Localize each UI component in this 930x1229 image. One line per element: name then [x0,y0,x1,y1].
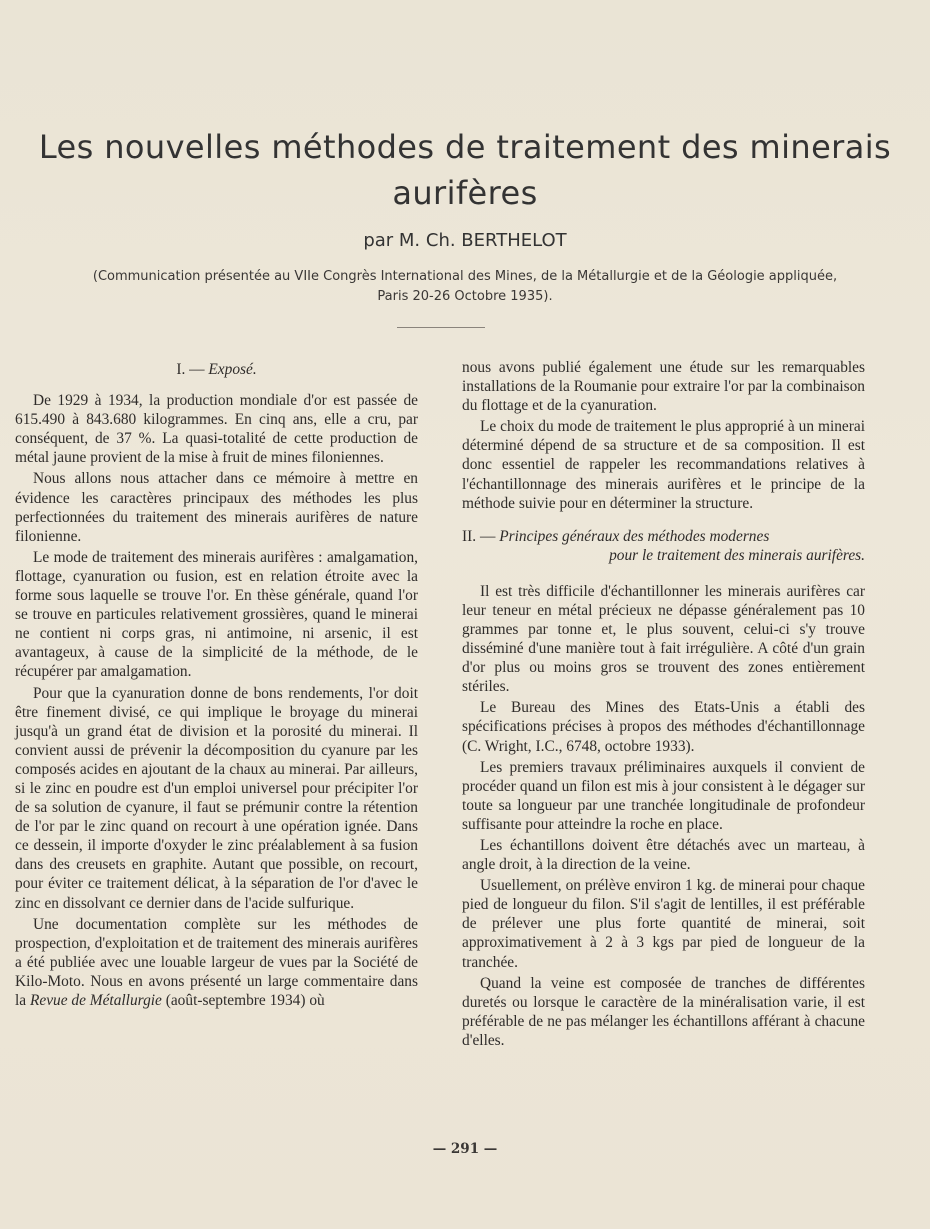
title-divider [397,327,485,328]
article-title [20,124,910,216]
left-column [15,358,418,1012]
journal-name: Revue de Métallurgie [29,992,162,1009]
section-title-line-1: Principes généraux des méthodes modernes [499,527,770,545]
paragraph-text: Une documentation complète sur les méthodes de prospection, d'exploitation et de traitement des minerais aurifères a été publiée avec une louable largeur de vues par la Société de Kilo-Moto. Nous en avons présenté un large commentaire dans la [15,915,418,1009]
page-number: — 291 — [432,1141,498,1157]
section-title: Exposé. [208,361,257,378]
paragraph: Le mode de traitement des minerais aurifères : amalgamation, flottage, cyanuration ou fusion, est en relation étroite avec la forme sous laquelle se trouve l'or. En thèse générale, quand l'or se trouve en particules relativement grossières, quand le minerai ne contient ni corps gras, ni antimoine, ni arsenic, il est avantageux, à cause de la simplicité de la méthode, de le récupérer par amalgamation. [15,548,418,681]
paragraph-text: (août-septembre 1934) où [161,992,325,1009]
section-heading-2 [462,527,865,565]
paragraph: Les premiers travaux préliminaires auxquels il convient de procéder quand un filon est mis à jour consistent à le dégager sur toute sa longueur par une tranchée longitudinale de profondeur suffisante pour atteindre la roche en place. [462,758,865,833]
paragraph [15,915,418,1010]
author-byline: par M. Ch. BERTHELOT [363,230,567,251]
paragraph: Nous allons nous attacher dans ce mémoire à mettre en évidence les caractères principaux des méthodes les plus perfectionnées du traitement des minerais aurifères de nature filonienne. [15,470,418,545]
article-title-line-1: Les nouvelles méthodes de traitement des minerais [38,128,892,166]
communication-note-line-1: (Communication présentée au VIIe Congrès International des Mines, de la Métallurgie et de la Géologie appliquée, [92,269,838,284]
paragraph: nous avons publié également une étude sur les remarquables installations de la Roumanie pour extraire l'or par la combinaison du flottage et de la cyanuration. [462,359,865,415]
paragraph: Quand la veine est composée de tranches de différentes duretés ou lorsque le caractère de la minéralisation varie, il est préférable de ne pas mélanger les échantillons afférant à chacune d'elles. [462,974,865,1049]
article-title-line-2: aurifères [392,174,538,212]
section-number: I. — [176,361,205,378]
paragraph: Il est très difficile d'échantillonner les minerais aurifères car leur teneur en métal précieux ne dépasse généralement pas 10 grammes par tonne et, le plus souvent, celui-ci s'y trouve disséminé d'une manière tout à fait irrégulière. A côté d'un grain d'or plus ou moins gros se trouvent des zones entièrement stériles. [462,582,865,696]
paragraph: Les échantillons doivent être détachés avec un marteau, à angle droit, à la direction de la veine. [462,836,865,874]
right-column [462,358,865,1052]
section-title-line-2: pour le traitement des minerais aurifères. [609,546,865,564]
communication-note-line-2: Paris 20-26 Octobre 1935). [377,289,553,304]
paragraph: De 1929 à 1934, la production mondiale d'or est passée de 615.490 à 843.680 kilogrammes. En cinq ans, elle a cru, par conséquent, de 37 %. La quasi-totalité de cette production de métal jaune provient de la mise à fruit de mines filoniennes. [15,392,418,467]
paragraph: Le choix du mode de traitement le plus approprié à un minerai déterminé dépend de sa structure et de sa composition. Il est donc essentiel de rappeler les recommandations relatives à l'échantillonnage des minerais aurifères et le principe de la méthode suivie pour en déterminer la structure. [462,418,865,512]
paragraph: Usuellement, on prélève environ 1 kg. de minerai pour chaque pied de longueur du filon. S'il s'agit de lentilles, il est préférable de prélever une plus forte quantité de minerai, soit approximativement à 2 à 3 kgs par pied de longueur de la tranchée. [462,877,865,971]
paragraph: Pour que la cyanuration donne de bons rendements, l'or doit être finement divisé, ce qui implique le broyage du minerai jusqu'à un grand état de division et la porosité du minerai. Il convient aussi de prévenir la décomposition du cyanure par les composés acides en ajoutant de la chaux au minerai. Par ailleurs, si le zinc en poudre est d'un emploi universel pour précipiter l'or de sa solution de cyanure, il faut se prémunir contre la rétention de l'or par le zinc quand on recourt à une opération ignée. Dans ce dessein, il importe d'oxyder le zinc préalablement à sa fusion dans des creusets en graphite. Autant que possible, on recourt, pour éviter ce traitement délicat, à la séparation de l'or d'avec le zinc en dissolvant ce dernier dans de l'acide sulfurique. [15,684,418,912]
paragraph: Le Bureau des Mines des Etats-Unis a établi des spécifications précises à propos des méthodes d'échantillonnage (C. Wright, I.C., 6748, octobre 1933). [462,699,865,755]
section-heading-1 [15,360,418,379]
communication-note [30,267,900,307]
section-number: II. — [462,527,496,545]
